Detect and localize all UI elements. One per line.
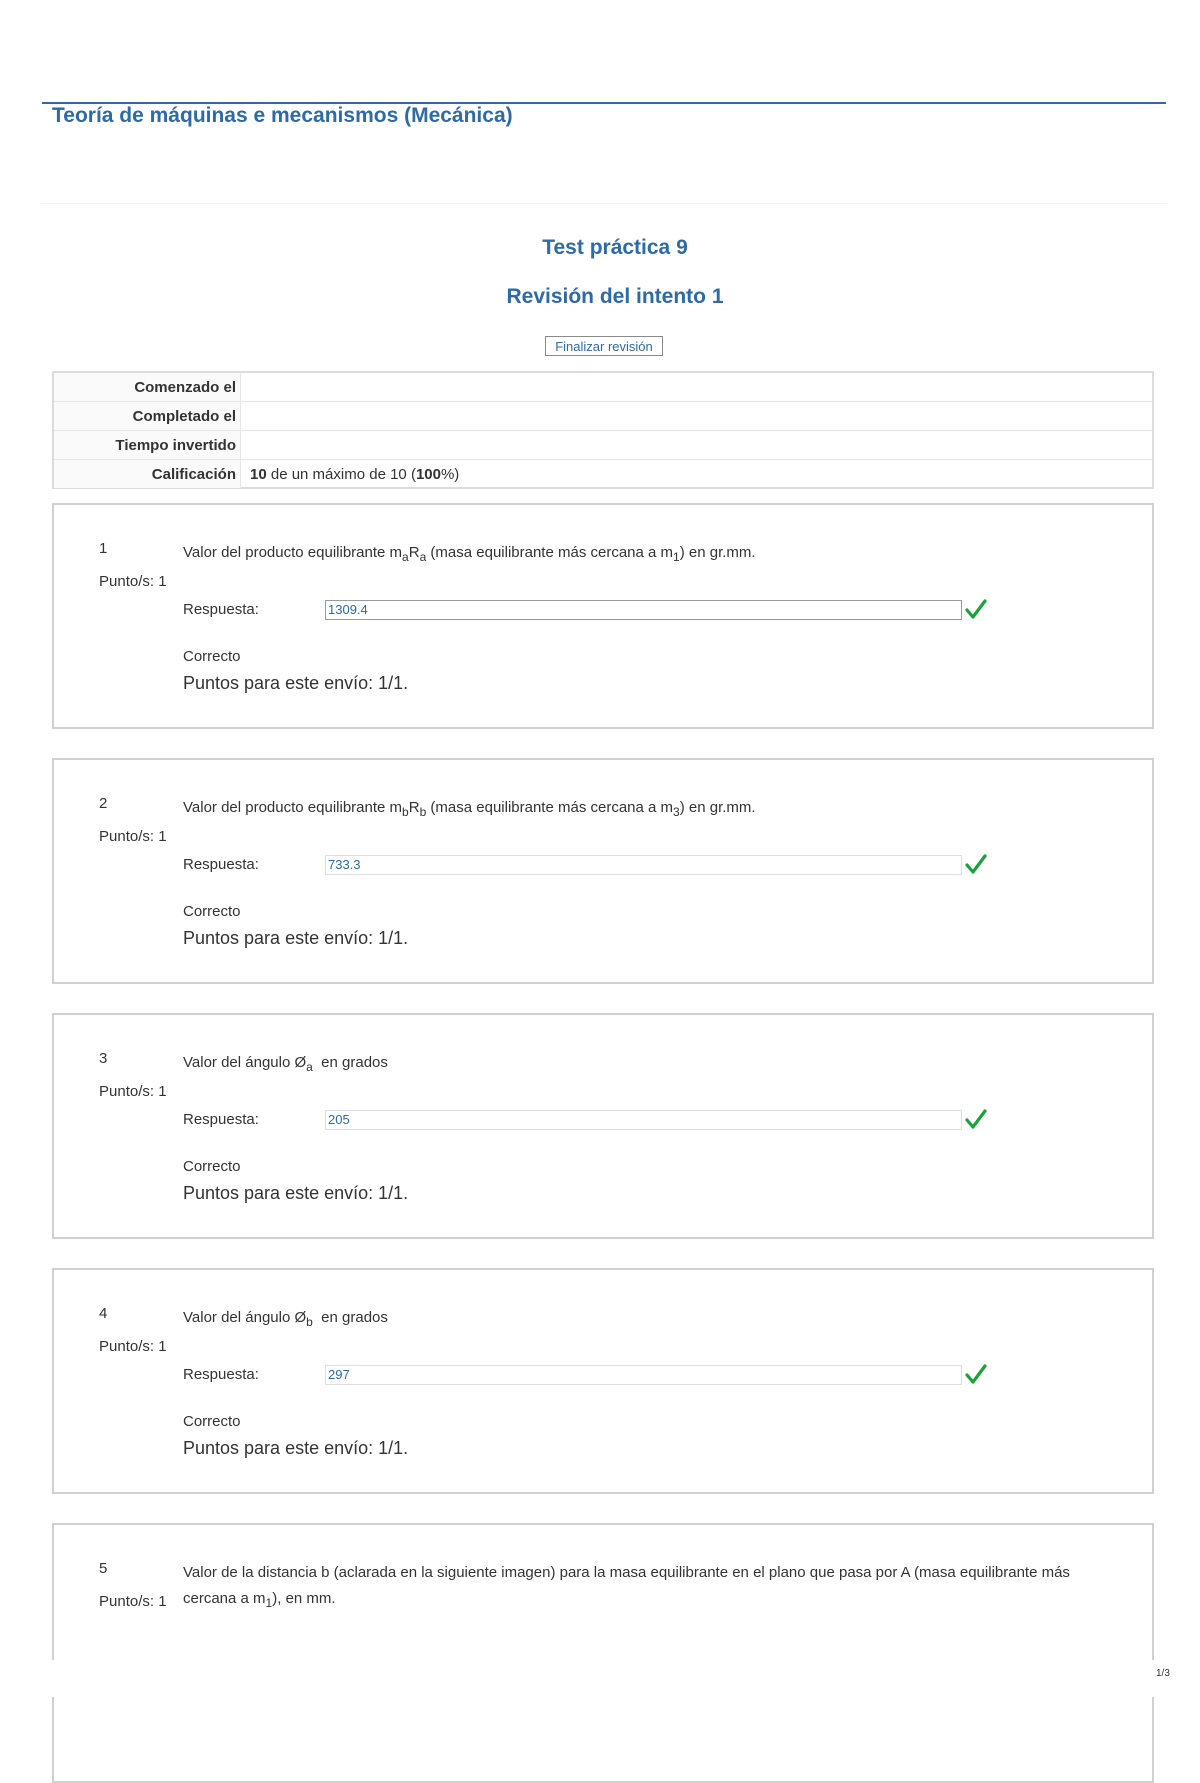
page-bottom-margin: [0, 1660, 1200, 1697]
completed-label: Completado el: [132, 408, 236, 425]
summary-row-started: [54, 373, 1152, 402]
text-part: R: [408, 544, 420, 561]
text-part: (masa equilibrante más cercana a m: [426, 799, 674, 816]
question-text: [183, 1050, 1083, 1080]
question-text: [183, 540, 1083, 570]
grade-percent: 100: [415, 466, 441, 483]
answer-field[interactable]: 297: [325, 1365, 962, 1385]
subscript: a: [419, 550, 427, 564]
course-title[interactable]: Teoría de máquinas e mecanismos (Mecánica): [52, 104, 513, 127]
check-icon: [964, 598, 988, 622]
text-part: ) en gr.mm.: [679, 799, 756, 816]
page-number: 1/3: [1156, 1668, 1170, 1679]
question-number: 2: [99, 795, 108, 812]
subscript: b: [419, 805, 427, 819]
question-number: 5: [99, 1560, 108, 1577]
question-text: [183, 795, 1083, 825]
text-part: en grados: [312, 1054, 388, 1071]
feedback-points: Puntos para este envío: 1/1.: [183, 1183, 409, 1203]
question-points: Punto/s: 1: [99, 1338, 167, 1355]
question-points: Punto/s: 1: [99, 1593, 167, 1610]
time-label: Tiempo invertido: [115, 437, 236, 454]
question-text: [183, 1560, 1103, 1616]
question-1: [52, 503, 1154, 729]
feedback-correct: Correcto: [183, 1413, 241, 1430]
grade-label: Calificación: [151, 466, 236, 483]
question-number: 3: [99, 1050, 108, 1067]
check-icon: [964, 1108, 988, 1132]
summary-row-completed: [54, 402, 1152, 431]
subscript: 1: [265, 1596, 273, 1610]
text-part: Valor de la distancia b (aclarada en la siguiente imagen) para la masa equilibrante en el plano que pasa por A (masa equilibrante más cercana a m: [183, 1564, 1070, 1607]
check-icon: [964, 1363, 988, 1387]
attempt-summary-table: [52, 371, 1154, 489]
subscript: a: [306, 1060, 313, 1074]
response-label: Respuesta:: [183, 601, 259, 618]
check-icon: [964, 853, 988, 877]
text-part: Valor del producto equilibrante m: [183, 544, 403, 561]
answer-field[interactable]: 205: [325, 1110, 962, 1130]
feedback-points: Puntos para este envío: 1/1.: [183, 673, 409, 693]
question-points: Punto/s: 1: [99, 573, 167, 590]
subscript: b: [306, 1315, 313, 1329]
text-part: Valor del ángulo Ø: [183, 1054, 307, 1071]
subscript: a: [402, 550, 409, 564]
text-part: Valor del ángulo Ø: [183, 1309, 307, 1326]
answer-field[interactable]: 1309.4: [325, 600, 962, 620]
started-label: Comenzado el: [134, 379, 236, 396]
question-4: [52, 1268, 1154, 1494]
grade-end: %): [440, 466, 460, 483]
question-points: Punto/s: 1: [99, 1083, 167, 1100]
feedback-correct: Correcto: [183, 1158, 241, 1175]
feedback-points: Puntos para este envío: 1/1.: [183, 928, 409, 948]
finish-review-button[interactable]: Finalizar revisión: [545, 336, 663, 356]
question-text: [183, 1305, 1083, 1335]
text-part: (masa equilibrante más cercana a m: [426, 544, 674, 561]
response-label: Respuesta:: [183, 1111, 259, 1128]
text-part: Valor del producto equilibrante m: [183, 799, 403, 816]
question-number: 4: [99, 1305, 108, 1322]
question-5: [52, 1523, 1154, 1783]
text-part: ), en mm.: [272, 1590, 336, 1607]
question-3: [52, 1013, 1154, 1239]
grade-score: 10: [250, 466, 267, 483]
feedback-points: Puntos para este envío: 1/1.: [183, 1438, 409, 1458]
summary-row-grade: [54, 460, 1152, 488]
text-part: R: [408, 799, 420, 816]
grade-middle: de un máximo de 10 (: [266, 466, 416, 483]
question-2: [52, 758, 1154, 984]
summary-row-time: [54, 431, 1152, 460]
question-number: 1: [99, 540, 108, 557]
answer-field[interactable]: 733.3: [325, 855, 962, 875]
feedback-correct: Correcto: [183, 903, 241, 920]
grade-value: [250, 466, 459, 483]
feedback-correct: Correcto: [183, 648, 241, 665]
attempt-title: Revisión del intento 1: [506, 285, 724, 308]
subscript: 1: [673, 550, 680, 564]
text-part: en grados: [312, 1309, 388, 1326]
section-divider: [42, 203, 1166, 204]
subscript: b: [402, 805, 409, 819]
quiz-name: Test práctica 9: [542, 236, 688, 259]
subscript: 3: [673, 805, 680, 819]
text-part: ) en gr.mm.: [679, 544, 756, 561]
response-label: Respuesta:: [183, 1366, 259, 1383]
question-points: Punto/s: 1: [99, 828, 167, 845]
response-label: Respuesta:: [183, 856, 259, 873]
